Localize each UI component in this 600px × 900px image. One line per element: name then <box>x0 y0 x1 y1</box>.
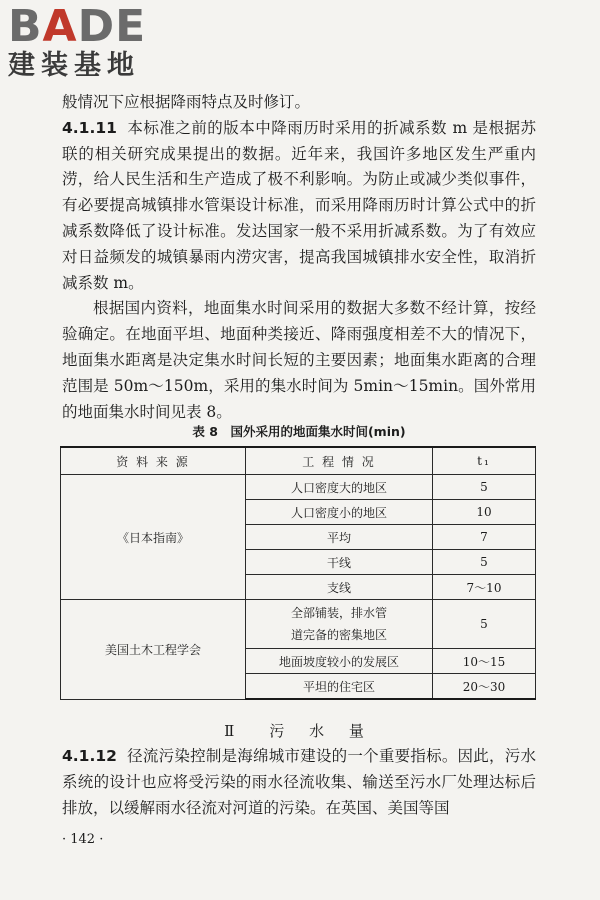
condition-cell: 干线 <box>246 550 433 575</box>
body-text-bottom <box>62 744 536 821</box>
value-cell: 5 <box>433 475 536 500</box>
value-cell: 10 <box>433 500 536 525</box>
page-number: · 142 · <box>62 832 104 847</box>
paragraph-collection-time: 根据国内资料，地面集水时间采用的数据大多数不经计算，按经验确定。在地面平坦、地面种类接近、降雨强度相差不大的情况下，地面集水距离是决定集水时间长短的主要因素；地面集水距离的合理范围是 50m～150m，采用的集水时间为 5min～15min。国外常用的地面集水时间见表 8。 <box>62 299 536 421</box>
source-cell: 《日本指南》 <box>61 475 246 600</box>
logo-wordmark: BADE <box>8 1 147 52</box>
condition-cell: 人口密度小的地区 <box>246 500 433 525</box>
header-condition: 工 程 情 况 <box>246 447 433 475</box>
value-cell: 10～15 <box>433 649 536 674</box>
condition-cell: 人口密度大的地区 <box>246 475 433 500</box>
table-row <box>61 600 536 649</box>
clause-4-1-11 <box>62 116 536 297</box>
value-cell: 7～10 <box>433 575 536 600</box>
value-cell: 5 <box>433 600 536 649</box>
collection-time-table <box>60 446 536 700</box>
clause-number: 4.1.11 <box>62 118 117 137</box>
header-t1: t₁ <box>433 447 536 475</box>
condition-cell: 支线 <box>246 575 433 600</box>
value-cell: 5 <box>433 550 536 575</box>
clause-text: 本标准之前的版本中降雨历时采用的折减系数 m 是根据苏联的相关研究成果提出的数据。近年来，我国许多地区发生严重内涝，给人民生活和生产造成了极不利影响。为防止或减少类似事件，有必要提高城镇排水管渠设计标准，而采用降雨历时计算公式中的折减系数降低了设计标准。发达国家一般不采用折减系数。为了有效应对日益频发的城镇暴雨内涝灾害，提高我国城镇排水安全性，取消折减系数 m。 <box>62 118 536 292</box>
brand-logo <box>8 1 147 82</box>
section-heading: Ⅱ 污 水 量 <box>224 722 374 740</box>
condition-cell: 地面坡度较小的发展区 <box>246 649 433 674</box>
logo-subtitle: 建装基地 <box>8 50 140 81</box>
table-header-row <box>61 447 536 475</box>
condition-cell: 平均 <box>246 525 433 550</box>
value-cell: 20～30 <box>433 674 536 700</box>
source-cell: 美国土木工程学会 <box>61 600 246 700</box>
clause-4-1-12 <box>62 744 536 821</box>
table-caption: 表 8 国外采用的地面集水时间(min) <box>192 424 406 439</box>
clause-text: 径流污染控制是海绵城市建设的一个重要指标。因此，污水系统的设计也应将受污染的雨水径流收集、输送至污水厂处理达标后排放，以缓解雨水径流对河道的污染。在英国、美国等国 <box>62 747 536 817</box>
table-row <box>61 475 536 500</box>
paragraph-continuation: 般情况下应根据降雨特点及时修订。 <box>62 93 311 111</box>
body-text-top <box>62 90 536 425</box>
clause-number: 4.1.12 <box>62 747 117 765</box>
header-source: 资 料 来 源 <box>61 447 246 475</box>
value-cell: 7 <box>433 525 536 550</box>
condition-cell: 平坦的住宅区 <box>246 674 433 700</box>
condition-cell: 全部铺装，排水管道完备的密集地区 <box>246 600 433 649</box>
